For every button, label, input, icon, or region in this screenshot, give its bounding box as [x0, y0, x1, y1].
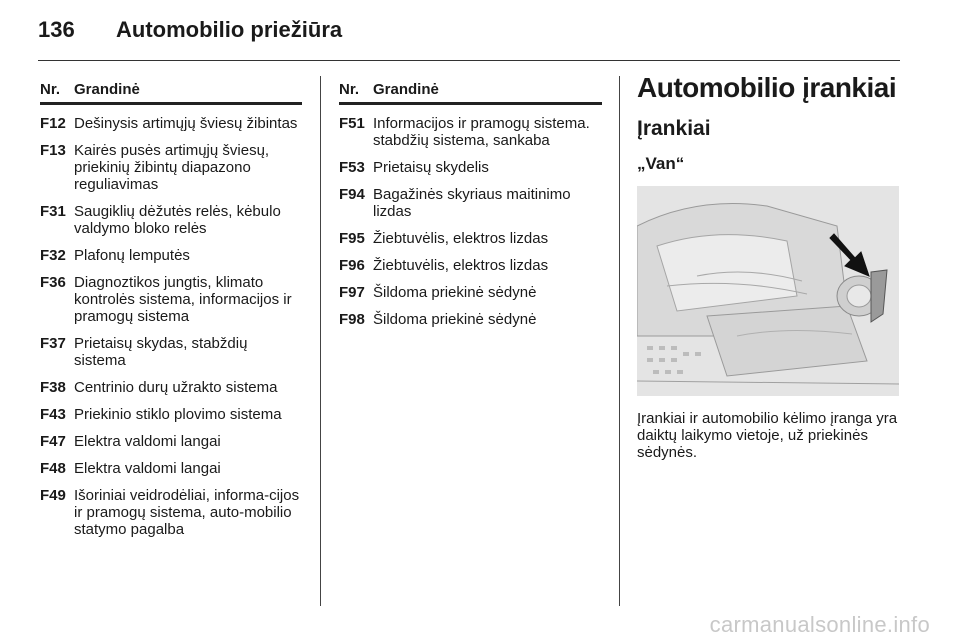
- fuse-code: F53: [339, 159, 365, 176]
- fuse-code: F32: [40, 247, 66, 264]
- fuse-code: F37: [40, 335, 66, 352]
- fuse-description: Kairės pusės artimųjų šviesų, priekinių žibintų diapazono reguliavimas: [74, 142, 270, 193]
- fuse-description: Plafonų lemputės: [74, 247, 190, 264]
- fuse-description: Elektra valdomi langai: [74, 433, 221, 450]
- fuse-code: F98: [339, 311, 365, 328]
- fuse-table-left: [40, 80, 302, 538]
- table-header: [40, 80, 302, 105]
- watermark: carmanualsonline.info: [709, 612, 930, 637]
- fuse-description: Išoriniai veidrodėliai, informa-cijos ir pramogų sistema, auto-mobilio statymo pagalba: [74, 487, 300, 538]
- table-row: [40, 433, 302, 450]
- fuse-code: F49: [40, 487, 66, 504]
- header-nr: Nr.: [40, 81, 61, 98]
- table-row: [339, 311, 602, 328]
- table-rows: [339, 115, 602, 328]
- fuse-description: Dešinysis artimųjų šviesų žibintas: [74, 115, 298, 132]
- fuse-code: F13: [40, 142, 66, 159]
- fuse-code: F97: [339, 284, 365, 301]
- table-row: [40, 274, 302, 325]
- section-subtitle: Įrankiai: [637, 117, 711, 140]
- fuse-code: F47: [40, 433, 66, 450]
- table-header: [339, 80, 602, 105]
- header-circuit: Grandinė: [373, 81, 439, 98]
- fuse-code: F48: [40, 460, 66, 477]
- fuse-code: F51: [339, 115, 365, 132]
- fuse-description: Diagnoztikos jungtis, klimato kontrolės sistema, informacijos ir pramogų sistema: [74, 274, 292, 325]
- fuse-code: F96: [339, 257, 365, 274]
- fuse-code: F95: [339, 230, 365, 247]
- fuse-description: Elektra valdomi langai: [74, 460, 221, 477]
- column-divider-right: [619, 76, 620, 606]
- fuse-description: Priekinio stiklo plovimo sistema: [74, 406, 282, 423]
- table-row: [40, 142, 302, 193]
- table-row: [339, 284, 602, 301]
- table-row: [40, 247, 302, 264]
- table-rows: [40, 115, 302, 538]
- fuse-code: F94: [339, 186, 365, 203]
- header-circuit: Grandinė: [74, 81, 140, 98]
- seat-storage-illustration: [637, 186, 899, 396]
- header-rule: [38, 60, 900, 61]
- fuse-code: F12: [40, 115, 66, 132]
- table-row: [40, 115, 302, 132]
- fuse-description: Informacijos ir pramogų sistema. stabdžių sistema, sankaba: [373, 115, 590, 149]
- table-row: [339, 230, 602, 247]
- fuse-table-right: [339, 80, 602, 328]
- table-row: [40, 406, 302, 423]
- table-row: [40, 379, 302, 396]
- fuse-description: Prietaisų skydelis: [373, 159, 489, 176]
- fuse-description: Žiebtuvėlis, elektros lizdas: [373, 257, 549, 274]
- table-row: [339, 115, 602, 149]
- seat-illustration-drawing: [637, 186, 899, 396]
- fuse-code: F38: [40, 379, 66, 396]
- page-number: 136: [38, 17, 75, 42]
- table-row: [339, 257, 602, 274]
- fuse-description: Saugiklių dėžutės relės, kėbulo valdymo bloko relės: [74, 203, 281, 237]
- page-header-title: Automobilio priežiūra: [116, 17, 343, 42]
- header-nr: Nr.: [339, 81, 360, 98]
- table-row: [339, 159, 602, 176]
- column-divider-left: [320, 76, 321, 606]
- section-title: Automobilio įrankiai: [637, 72, 897, 103]
- fuse-code: F36: [40, 274, 66, 291]
- fuse-code: F31: [40, 203, 66, 220]
- fuse-description: Centrinio durų užrakto sistema: [74, 379, 278, 396]
- tools-body-text: Įrankiai ir automobilio kėlimo įranga yra daiktų laikymo vietoje, už priekinės sėdynės.: [637, 410, 898, 461]
- variant-title: „Van“: [637, 154, 685, 173]
- table-row: [40, 460, 302, 477]
- fuse-code: F43: [40, 406, 66, 423]
- fuse-description: Šildoma priekinė sėdynė: [373, 284, 537, 301]
- table-row: [40, 335, 302, 369]
- fuse-description: Bagažinės skyriaus maitinimo lizdas: [373, 186, 571, 220]
- fuse-description: Šildoma priekinė sėdynė: [373, 311, 537, 328]
- table-row: [339, 186, 602, 220]
- fuse-description: Prietaisų skydas, stabždių sistema: [74, 335, 248, 369]
- table-row: [40, 487, 302, 538]
- fuse-description: Žiebtuvėlis, elektros lizdas: [373, 230, 549, 247]
- table-row: [40, 203, 302, 237]
